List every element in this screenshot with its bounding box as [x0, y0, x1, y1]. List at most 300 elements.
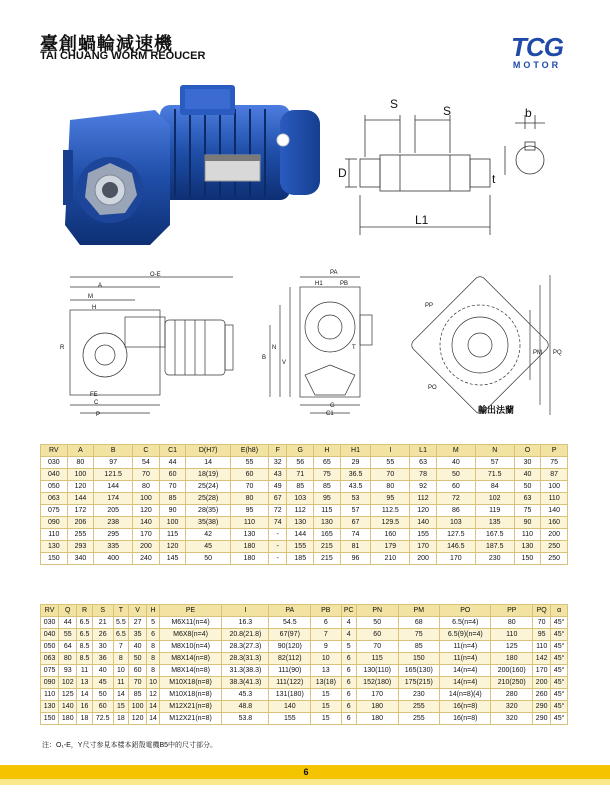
- table-cell: 152(180): [356, 677, 398, 689]
- table-cell: 18: [113, 713, 128, 725]
- table-cell: 75: [541, 457, 568, 469]
- table-cell: -: [268, 541, 286, 553]
- column-header: PB: [311, 605, 341, 617]
- table-cell: 155: [410, 529, 437, 541]
- table-cell: 28.3(27.3): [222, 641, 269, 653]
- table-cell: 8: [147, 641, 160, 653]
- table-cell: 32: [268, 457, 286, 469]
- table-cell: 255: [67, 529, 94, 541]
- table-cell: 155: [269, 713, 311, 725]
- table-cell: 040: [41, 469, 68, 481]
- table-cell: 56: [287, 457, 314, 469]
- table-cell: 57: [475, 457, 514, 469]
- table-cell: 50: [186, 553, 231, 565]
- table-cell: 60: [92, 701, 113, 713]
- table-cell: 60: [129, 665, 147, 677]
- column-header: L1: [410, 445, 437, 457]
- table-cell: 120: [133, 505, 160, 517]
- table-cell: M6X11(n=4): [159, 617, 222, 629]
- table-cell: 92: [410, 481, 437, 493]
- drawing-label-a: A: [98, 283, 103, 289]
- shaft-label-s1: S: [390, 97, 399, 111]
- table-cell: 6.5(9)(n=4): [440, 629, 491, 641]
- column-header: G: [287, 445, 314, 457]
- column-header: T: [113, 605, 128, 617]
- table-cell: 53: [340, 493, 371, 505]
- column-header: S: [92, 605, 113, 617]
- column-header: RV: [41, 605, 59, 617]
- table-cell: 5: [147, 617, 160, 629]
- drawing-label-c: C: [94, 400, 99, 406]
- table-cell: 95: [314, 493, 341, 505]
- table-cell: 28.3(31.3): [222, 653, 269, 665]
- footer-bar-light: [0, 779, 610, 785]
- table-cell: 95: [230, 505, 268, 517]
- table-cell: 80: [67, 457, 94, 469]
- table-cell: 45°: [551, 641, 568, 653]
- table-cell: 72: [436, 493, 475, 505]
- table-cell: 36.5: [340, 469, 371, 481]
- table-cell: M12X21(n=8): [159, 701, 222, 713]
- table-cell: 67: [268, 493, 286, 505]
- table-cell: 120: [410, 505, 437, 517]
- table-row: [41, 517, 568, 529]
- table-cell: 280: [491, 689, 533, 701]
- table-cell: 15: [113, 701, 128, 713]
- table-cell: 13: [77, 677, 92, 689]
- table-cell: 102: [475, 493, 514, 505]
- table-cell: 125: [59, 689, 77, 701]
- table-cell: 16(n=8): [440, 713, 491, 725]
- table-cell: 44: [159, 457, 186, 469]
- table-cell: 78: [410, 469, 437, 481]
- table-cell: 45°: [551, 677, 568, 689]
- table-cell: 174: [94, 493, 133, 505]
- table-cell: 74: [268, 517, 286, 529]
- table-cell: 84: [475, 481, 514, 493]
- table-cell: 70: [129, 677, 147, 689]
- column-header: Q: [59, 605, 77, 617]
- table-cell: 30: [514, 457, 541, 469]
- table-cell: 75: [314, 469, 341, 481]
- drawing-label-h: H: [92, 305, 97, 311]
- table-cell: 63: [514, 493, 541, 505]
- table-cell: 50: [92, 689, 113, 701]
- table-cell: 71: [287, 469, 314, 481]
- table-cell: 60: [230, 469, 268, 481]
- table-cell: 21: [92, 617, 113, 629]
- column-header: C1: [159, 445, 186, 457]
- table-cell: 185: [287, 553, 314, 565]
- table-cell: 160: [371, 529, 410, 541]
- table-cell: 140: [410, 517, 437, 529]
- output-flange-label: 輸出法蘭: [478, 405, 515, 415]
- column-header: O: [514, 445, 541, 457]
- table-cell: 96: [340, 553, 371, 565]
- table-cell: 85: [159, 493, 186, 505]
- table-cell: 70: [371, 469, 410, 481]
- column-header: PA: [269, 605, 311, 617]
- table-cell: 110: [41, 529, 68, 541]
- drawing-label-r: R: [60, 345, 65, 351]
- table-cell: 10: [311, 653, 341, 665]
- table-cell: 6.5: [77, 617, 92, 629]
- table-cell: 44: [59, 617, 77, 629]
- column-header: PN: [356, 605, 398, 617]
- table-cell: 45°: [551, 629, 568, 641]
- table-cell: 35: [129, 629, 147, 641]
- drawing-label-pb: PB: [340, 281, 349, 287]
- table-row: [41, 481, 568, 493]
- table-cell: 85: [287, 481, 314, 493]
- table-cell: 130: [314, 517, 341, 529]
- table-cell: 180: [356, 713, 398, 725]
- table-cell: 111(90): [269, 665, 311, 677]
- table-cell: 130(110): [356, 665, 398, 677]
- logo-subtext: MOTOR: [512, 60, 562, 70]
- table-cell: 11(n=4): [440, 641, 491, 653]
- table-cell: 175(215): [398, 677, 440, 689]
- table-cell: 110: [491, 629, 533, 641]
- drawing-label-m: M: [88, 294, 93, 300]
- table-cell: 140: [269, 701, 311, 713]
- table-cell: 200(160): [491, 665, 533, 677]
- table-cell: 70: [230, 481, 268, 493]
- table-cell: 063: [41, 493, 68, 505]
- table-cell: 15: [311, 713, 341, 725]
- table-cell: 170: [436, 553, 475, 565]
- table-cell: 30: [92, 641, 113, 653]
- table-cell: 40: [436, 457, 475, 469]
- table-cell: 295: [94, 529, 133, 541]
- table-cell: 14(n=4): [440, 665, 491, 677]
- table-cell: 75: [514, 505, 541, 517]
- column-header: PM: [398, 605, 440, 617]
- table-row: [41, 617, 568, 629]
- shaft-label-d: D: [338, 166, 347, 180]
- table-row: [41, 457, 568, 469]
- table-cell: 6: [147, 629, 160, 641]
- column-header: C: [133, 445, 160, 457]
- table-cell: 75: [398, 629, 440, 641]
- table-cell: 45°: [551, 701, 568, 713]
- table-cell: 170: [410, 541, 437, 553]
- table-cell: 250: [541, 541, 568, 553]
- column-header: N: [475, 445, 514, 457]
- table-cell: 49: [268, 481, 286, 493]
- table-cell: 112.5: [371, 505, 410, 517]
- shaft-label-s2: S: [443, 104, 452, 118]
- table-cell: 8: [147, 665, 160, 677]
- table-cell: 54: [133, 457, 160, 469]
- table-cell: M8X10(n=4): [159, 641, 222, 653]
- table-cell: 48.8: [222, 701, 269, 713]
- drawing-label-h1: H1: [315, 281, 323, 287]
- table-cell: 6: [341, 665, 356, 677]
- table-cell: 8.5: [77, 653, 92, 665]
- table-cell: 81: [340, 541, 371, 553]
- table-cell: 030: [41, 457, 68, 469]
- drawing-label-b: B: [262, 355, 267, 361]
- table-cell: 90(120): [269, 641, 311, 653]
- table-cell: 400: [94, 553, 133, 565]
- dimension-table-2: [40, 604, 568, 725]
- shaft-label-l1: L1: [415, 213, 429, 227]
- table-cell: 040: [41, 629, 59, 641]
- table-row: [41, 713, 568, 725]
- table-cell: 180: [230, 541, 268, 553]
- column-header: PP: [491, 605, 533, 617]
- table-cell: 64: [59, 641, 77, 653]
- column-header: P: [541, 445, 568, 457]
- table-cell: 129.5: [371, 517, 410, 529]
- table-cell: 120: [67, 481, 94, 493]
- table-cell: 26: [92, 629, 113, 641]
- table-cell: 38.3(41.3): [222, 677, 269, 689]
- table-cell: 14: [77, 689, 92, 701]
- table-cell: 60: [159, 469, 186, 481]
- table-cell: 95: [533, 629, 551, 641]
- drawing-label-p: P: [96, 412, 101, 418]
- table-cell: 142: [533, 653, 551, 665]
- table-cell: 72.5: [92, 713, 113, 725]
- table-cell: 150: [398, 653, 440, 665]
- column-header: RV: [41, 445, 68, 457]
- page-title-cn: 臺創蝸輪減速機: [40, 34, 173, 54]
- column-header: H: [314, 445, 341, 457]
- table-cell: 82(112): [269, 653, 311, 665]
- logo-text: TCG: [511, 32, 563, 62]
- table-cell: 121.5: [94, 469, 133, 481]
- table-cell: 18: [77, 713, 92, 725]
- table-cell: 210(250): [491, 677, 533, 689]
- table-cell: 130: [41, 701, 59, 713]
- table-cell: 187.5: [475, 541, 514, 553]
- table-cell: 40: [514, 469, 541, 481]
- table-cell: 230: [475, 553, 514, 565]
- column-header: M: [436, 445, 475, 457]
- table-cell: 115: [159, 529, 186, 541]
- table-cell: 130: [514, 541, 541, 553]
- table-cell: 6.5: [77, 629, 92, 641]
- table-cell: 200: [533, 677, 551, 689]
- table-cell: 030: [41, 617, 59, 629]
- table-row: [41, 665, 568, 677]
- table-cell: 45: [92, 677, 113, 689]
- table-cell: 80: [133, 481, 160, 493]
- table-row: [41, 629, 568, 641]
- table-cell: 100: [129, 701, 147, 713]
- table-cell: 45.3: [222, 689, 269, 701]
- table-cell: 180: [491, 653, 533, 665]
- table-cell: 145: [159, 553, 186, 565]
- table-cell: 57: [340, 505, 371, 517]
- table-cell: 110: [41, 689, 59, 701]
- column-header: PQ: [533, 605, 551, 617]
- table-cell: 8: [113, 653, 128, 665]
- table-cell: 075: [41, 505, 68, 517]
- table-cell: 15: [311, 689, 341, 701]
- table-row: [41, 505, 568, 517]
- table-cell: 97: [94, 457, 133, 469]
- table-cell: 150: [41, 713, 59, 725]
- table-cell: 18(19): [186, 469, 231, 481]
- table-cell: 50: [129, 653, 147, 665]
- table-cell: 340: [67, 553, 94, 565]
- table-cell: 93: [59, 665, 77, 677]
- table-cell: 11: [113, 677, 128, 689]
- table-cell: 170: [533, 665, 551, 677]
- table-cell: 160: [541, 517, 568, 529]
- table-row: [41, 653, 568, 665]
- table-cell: 13: [311, 665, 341, 677]
- table-cell: 8.5: [77, 641, 92, 653]
- table-cell: 60: [356, 629, 398, 641]
- table-cell: 165(130): [398, 665, 440, 677]
- table-cell: 7: [113, 641, 128, 653]
- table-cell: 50: [436, 469, 475, 481]
- table-cell: 16(n=8): [440, 701, 491, 713]
- table-cell: 43.5: [340, 481, 371, 493]
- table-cell: 6: [341, 653, 356, 665]
- table-cell: 5: [341, 641, 356, 653]
- table-cell: 115: [314, 505, 341, 517]
- table-cell: 110: [533, 641, 551, 653]
- dimension-table-1: [40, 444, 568, 565]
- table-cell: 167.5: [475, 529, 514, 541]
- table-cell: 100: [133, 493, 160, 505]
- column-header: H1: [340, 445, 371, 457]
- table-row: [41, 677, 568, 689]
- column-header: B: [94, 445, 133, 457]
- table-cell: M8X14(n=8): [159, 653, 222, 665]
- table-cell: 6.5(n=4): [440, 617, 491, 629]
- table-cell: 25(28): [186, 493, 231, 505]
- table-cell: 55: [230, 457, 268, 469]
- drawing-label-fe: FE: [90, 392, 98, 398]
- table-cell: 144: [67, 493, 94, 505]
- table-cell: 119: [475, 505, 514, 517]
- table-cell: 6: [311, 617, 341, 629]
- table-cell: 210: [371, 553, 410, 565]
- table-cell: 155: [287, 541, 314, 553]
- table-cell: 131(180): [269, 689, 311, 701]
- table-cell: 127.5: [436, 529, 475, 541]
- column-header: A: [67, 445, 94, 457]
- column-header: PC: [341, 605, 356, 617]
- table-cell: 125: [491, 641, 533, 653]
- table-cell: 130: [41, 541, 68, 553]
- table-cell: 144: [287, 529, 314, 541]
- table-cell: 172: [67, 505, 94, 517]
- column-header: D(H7): [186, 445, 231, 457]
- table-cell: 8: [147, 653, 160, 665]
- table-cell: 293: [67, 541, 94, 553]
- column-header: α: [551, 605, 568, 617]
- table-cell: 28(35): [186, 505, 231, 517]
- table-cell: 120: [129, 713, 147, 725]
- table-cell: 6: [341, 689, 356, 701]
- drawing-label-t: T: [352, 345, 356, 351]
- table-cell: 11: [77, 665, 92, 677]
- table-cell: 67(97): [269, 629, 311, 641]
- table-row: [41, 469, 568, 481]
- column-header: I: [222, 605, 269, 617]
- table-cell: 206: [67, 517, 94, 529]
- table-cell: 200: [541, 529, 568, 541]
- table-cell: 180: [356, 701, 398, 713]
- table-cell: 20.8(21.8): [222, 629, 269, 641]
- table-row: [41, 493, 568, 505]
- table-cell: 85: [129, 689, 147, 701]
- table-cell: 170: [133, 529, 160, 541]
- table-cell: 80: [230, 493, 268, 505]
- table-cell: 71.5: [475, 469, 514, 481]
- shaft-label-b: b: [525, 106, 532, 120]
- table-cell: 53.8: [222, 713, 269, 725]
- table-cell: M8X14(n=8): [159, 665, 222, 677]
- table-cell: 85: [314, 481, 341, 493]
- table-cell: 112: [410, 493, 437, 505]
- table-cell: M12X21(n=8): [159, 713, 222, 725]
- table-cell: 110: [541, 493, 568, 505]
- table-cell: 80: [491, 617, 533, 629]
- table-cell: 111(122): [269, 677, 311, 689]
- table-cell: 14(n=4): [440, 677, 491, 689]
- table-cell: 55: [59, 629, 77, 641]
- table-cell: 320: [491, 713, 533, 725]
- table-cell: 45°: [551, 665, 568, 677]
- table-cell: 200: [410, 553, 437, 565]
- table-cell: 110: [514, 529, 541, 541]
- table-cell: 13(18): [311, 677, 341, 689]
- drawing-label-pa: PA: [330, 270, 338, 276]
- table-cell: 68: [398, 617, 440, 629]
- table-cell: 42: [186, 529, 231, 541]
- worm-reducer-photo: [55, 85, 335, 255]
- table-cell: 140: [133, 517, 160, 529]
- shaft-label-t: t: [492, 172, 496, 186]
- table-cell: 90: [159, 505, 186, 517]
- table-cell: 70: [159, 481, 186, 493]
- table-cell: 200: [133, 541, 160, 553]
- table-cell: 130: [230, 529, 268, 541]
- table-cell: -: [268, 529, 286, 541]
- table-cell: 90: [514, 517, 541, 529]
- table-cell: 110: [230, 517, 268, 529]
- table-cell: 115: [356, 653, 398, 665]
- table-cell: 205: [94, 505, 133, 517]
- table-cell: 6: [341, 677, 356, 689]
- table-cell: 215: [314, 541, 341, 553]
- table-cell: 70: [133, 469, 160, 481]
- column-header: R: [77, 605, 92, 617]
- column-header: E(h8): [230, 445, 268, 457]
- drawing-label-g: G: [330, 403, 335, 409]
- table-cell: 80: [59, 653, 77, 665]
- table-cell: 40: [92, 665, 113, 677]
- table-cell: 7: [311, 629, 341, 641]
- table-cell: 85: [398, 641, 440, 653]
- column-header: PE: [159, 605, 222, 617]
- table-cell: 6: [341, 701, 356, 713]
- table-cell: 180: [59, 713, 77, 725]
- column-header: F: [268, 445, 286, 457]
- table-cell: M10X18(n=8): [159, 677, 222, 689]
- table-cell: 50: [514, 481, 541, 493]
- table-cell: 25(24): [186, 481, 231, 493]
- table-cell: 180: [230, 553, 268, 565]
